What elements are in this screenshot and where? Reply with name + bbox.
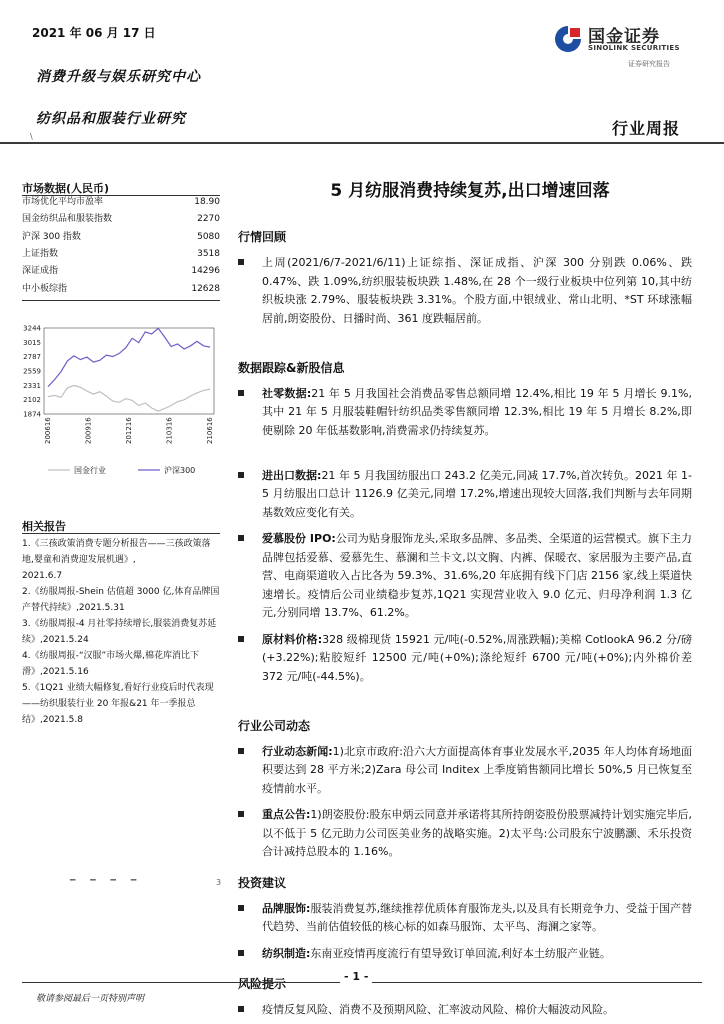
bullet-square-icon xyxy=(238,535,244,541)
bullet-label: 爱慕股份 IPO: xyxy=(262,532,336,545)
section-bullet xyxy=(238,254,692,328)
sinolink-logo-icon xyxy=(553,24,583,54)
section-bullet xyxy=(238,945,692,964)
x-tick-label: 210316 xyxy=(165,417,174,444)
section-bullet xyxy=(238,467,692,523)
tick-mark: \ xyxy=(30,132,33,141)
bullet-square-icon xyxy=(238,390,244,396)
logo-subtitle: 证券研究报告 xyxy=(628,60,670,68)
bullet-label: 原材料价格: xyxy=(262,632,323,646)
x-tick-label: 200616 xyxy=(44,417,52,444)
bullet-body: 328 级棉现货 15921 元/吨(-0.52%,周涨跌幅);美棉 CotlookA 96.2 分/磅(+3.22%);粘胶短纤 12500 元/吨(+0%);涤纶短纤 6700 元/吨(+0%);内外棉价差 372 元/吨(-44.5%)。 xyxy=(262,632,692,683)
index-comparison-chart xyxy=(18,320,218,480)
legend-label: 沪深300 xyxy=(164,466,196,475)
market-row xyxy=(22,281,220,298)
bullet-body: 服装消费复苏,继续推荐优质体育服饰龙头,以及具有长期竞争力、受益于国产替代趋势、当前估值较低的核心标的如森马服饰、太平鸟、海澜之家等。 xyxy=(262,901,692,933)
bullet-square-icon xyxy=(238,1006,244,1012)
market-row xyxy=(22,246,220,263)
market-row-value: 12628 xyxy=(191,283,220,294)
market-row xyxy=(22,263,220,280)
section-heading: 风险提示 xyxy=(238,977,287,991)
market-row-value: 18.90 xyxy=(194,197,220,207)
section-bullet xyxy=(238,1001,692,1020)
page-number: - 1 - xyxy=(340,970,372,983)
market-data-title: 市场数据(人民币) xyxy=(22,182,110,195)
related-report-item[interactable]: 2.《纺服周报-Shein 估值超 3000 亿,体育品牌国产替代持续》,2021.5.31 xyxy=(22,587,220,613)
logo-chinese-name: 国金证券 xyxy=(588,27,660,47)
section-heading: 投资建议 xyxy=(238,875,287,890)
market-row-label: 深证成指 xyxy=(22,266,59,277)
bullet-label: 社零数据: xyxy=(262,386,312,400)
report-title: 5 月纺服消费持续复苏,出口增速回落 xyxy=(330,181,610,201)
y-tick-label: 2331 xyxy=(23,381,41,390)
bullet-square-icon xyxy=(238,950,244,956)
industry-name: 纺织品和服装行业研究 xyxy=(36,111,186,127)
related-report-item[interactable]: 1.《三孩政策消费专题分析报告——三孩政策落地,婴童和消费迎发展机遇》, xyxy=(22,539,211,565)
market-table-bottom-line xyxy=(22,300,220,301)
x-tick-label: 201216 xyxy=(125,417,133,444)
bullet-label: 品牌服饰: xyxy=(262,901,311,915)
report-type: 行业周报 xyxy=(612,119,681,138)
bullet-square-icon xyxy=(238,748,244,754)
section-bullet xyxy=(238,631,692,687)
y-tick-label: 3015 xyxy=(23,338,41,347)
disclaimer-note: 敬请参阅最后一页特别声明 xyxy=(36,994,145,1004)
bullet-text xyxy=(262,743,692,799)
market-row xyxy=(22,194,220,211)
x-tick-label: 210616 xyxy=(206,417,214,444)
market-row-value: 14296 xyxy=(191,266,220,277)
bullet-body: 1)朗姿股份:股东申炳云同意并承诺将其所持朗姿股份股票减持计划实施完毕后,以不低于 5 亿元助力公司医美业务的战略实施。2)太平鸟:公司股东宁波鹏灏、禾乐投资合计减持总股本的 1.16%。 xyxy=(262,808,692,858)
bullet-label: 行业动态新闻: xyxy=(262,744,333,758)
y-tick-label: 2102 xyxy=(23,396,41,405)
y-tick-label: 2787 xyxy=(23,353,41,362)
research-center: 消费升级与娱乐研究中心 xyxy=(36,69,201,85)
section-bullet xyxy=(238,385,692,441)
bullet-text xyxy=(262,385,692,441)
bullet-body: 疫情反复风险、消费不及预期风险、汇率波动风险、棉价大幅波动风险。 xyxy=(262,1003,614,1016)
section-heading: 数据跟踪&新股信息 xyxy=(238,360,345,375)
related-reports-title: 相关报告 xyxy=(22,520,66,533)
market-row-value: 3518 xyxy=(197,248,220,259)
section-bullet xyxy=(238,530,692,623)
bullet-text xyxy=(262,900,692,937)
market-row-label: 市场优化平均市盈率 xyxy=(22,197,104,207)
bullet-label: 纺织制造: xyxy=(262,946,311,960)
related-report-item[interactable]: 4.《纺服周报-“汉服”市场火爆,棉花库消比下滑》,2021.5.16 xyxy=(22,651,200,677)
related-report-item[interactable]: 3.《纺服周报-4 月社零持续增长,服装消费复苏延续》,2021.5.24 xyxy=(22,619,217,645)
bullet-text xyxy=(262,806,692,862)
bullet-text xyxy=(262,254,692,328)
market-row-value: 5080 xyxy=(197,231,220,242)
market-row-label: 上证指数 xyxy=(22,248,59,259)
section-bullet xyxy=(238,900,692,937)
report-date: 2021 年 06 月 17 日 xyxy=(32,26,156,40)
market-row-label: 沪深 300 指数 xyxy=(22,231,81,242)
scan-mark: ━ ━ ━ ━ xyxy=(70,876,143,886)
section-heading: 行业公司动态 xyxy=(238,718,311,733)
section-bullet xyxy=(238,806,692,862)
y-tick-label: 3244 xyxy=(23,324,41,333)
section-bullet xyxy=(238,743,692,799)
market-row xyxy=(22,211,220,228)
bullet-text xyxy=(262,945,692,964)
header-divider xyxy=(0,142,724,144)
market-row-label: 中小板综指 xyxy=(22,283,68,294)
bullet-text xyxy=(262,631,692,687)
bullet-square-icon xyxy=(238,905,244,911)
series-line-csi300 xyxy=(48,328,210,386)
scan-mark-digit: 3 xyxy=(216,878,222,887)
legend-label: 国金行业 xyxy=(74,466,106,475)
y-tick-label: 2559 xyxy=(23,367,41,376)
market-row-label: 国金纺织品和服装指数 xyxy=(22,214,113,225)
related-reports-divider xyxy=(22,533,220,534)
bullet-label: 重点公告: xyxy=(262,808,311,821)
bullet-body: 东南亚疫情再度流行有望导致订单回流,利好本土纺服产业链。 xyxy=(310,946,611,960)
bullet-body: 21 年 5 月我国社会消费品零售总额同增 12.4%,相比 19 年 5 月增长 9.1%,其中 21 年 5 月服装鞋帽针纺织品类零售额同增 12.3%,相比 19 年 5 月增长 8.2%,即使剔除 20 年低基数影响,消费需求仍持续复苏。 xyxy=(262,386,692,437)
logo-english-name: SINOLINK SECURITIES xyxy=(588,44,680,52)
x-tick-label: 200916 xyxy=(84,417,93,444)
bullet-body: 1)北京市政府:沿六大方面提高体育事业发展水平,2035 年人均体育场地面积要达到 28 平方米;2)Zara 母公司 Inditex 上季度销售额同比增长 50%,5 月已恢复至疫情前水平。 xyxy=(262,744,692,795)
market-row-value: 2270 xyxy=(197,214,220,225)
related-report-item[interactable]: 5.《1Q21 业绩大幅修复,看好行业疫后时代表现——纺织服装行业 20 年报&21 年一季报总结》,2021.5.8 xyxy=(22,683,214,725)
market-row xyxy=(22,229,220,246)
bullet-label: 进出口数据: xyxy=(262,468,322,482)
bullet-square-icon xyxy=(238,259,244,265)
bullet-square-icon xyxy=(238,636,244,642)
bullet-square-icon xyxy=(238,811,244,817)
y-tick-label: 1874 xyxy=(23,410,41,419)
series-line-industry xyxy=(48,385,210,411)
bullet-text xyxy=(262,530,692,623)
bullet-body: 公司为贴身服饰龙头,采取多品牌、多品类、全渠道的运营模式。旗下主力品牌包括爱慕、爱慕先生、慕澜和兰卡文,以文胸、内裤、保暖衣、家居服为主要产品,直营、电商渠道收入占比各为 59.3%、31.6%,20 年底拥有线下门店 2156 家,线上渠道快速增长。疫情后公司业绩稳步复苏,1Q21 实现营业收入 9.0 亿元、归母净利润 1.3 亿元,分别同增 13.7%、61.2%。 xyxy=(262,532,693,619)
bullet-square-icon xyxy=(238,472,244,478)
related-report-item[interactable]: 2021.6.7 xyxy=(22,571,63,581)
bullet-text xyxy=(262,1001,692,1020)
bullet-body: 21 年 5 月我国纺服出口 243.2 亿美元,同减 17.7%,首次转负。2021 年 1-5 月纺服出口总计 1126.9 亿美元,同增 17.2%,增速出现较大回落,我们判断与去年同期基数效应变化有关。 xyxy=(262,468,692,519)
bullet-text xyxy=(262,467,692,523)
chart-frame xyxy=(44,328,214,414)
bullet-body: 上周(2021/6/7-2021/6/11)上证综指、深证成指、沪深 300 分别跌 0.06%、跌 0.47%、跌 1.09%,纺织服装板块跌 1.48%,在 28 个一级行业板块中位列第 10,其中纺织板块涨 2.79%、服装板块跌 3.31%。个股方面,中银绒业、常山北明、*ST 环球涨幅居前,朗姿股份、日播时尚、361 度跌幅居前。 xyxy=(262,256,692,325)
section-heading: 行情回顾 xyxy=(238,230,287,244)
